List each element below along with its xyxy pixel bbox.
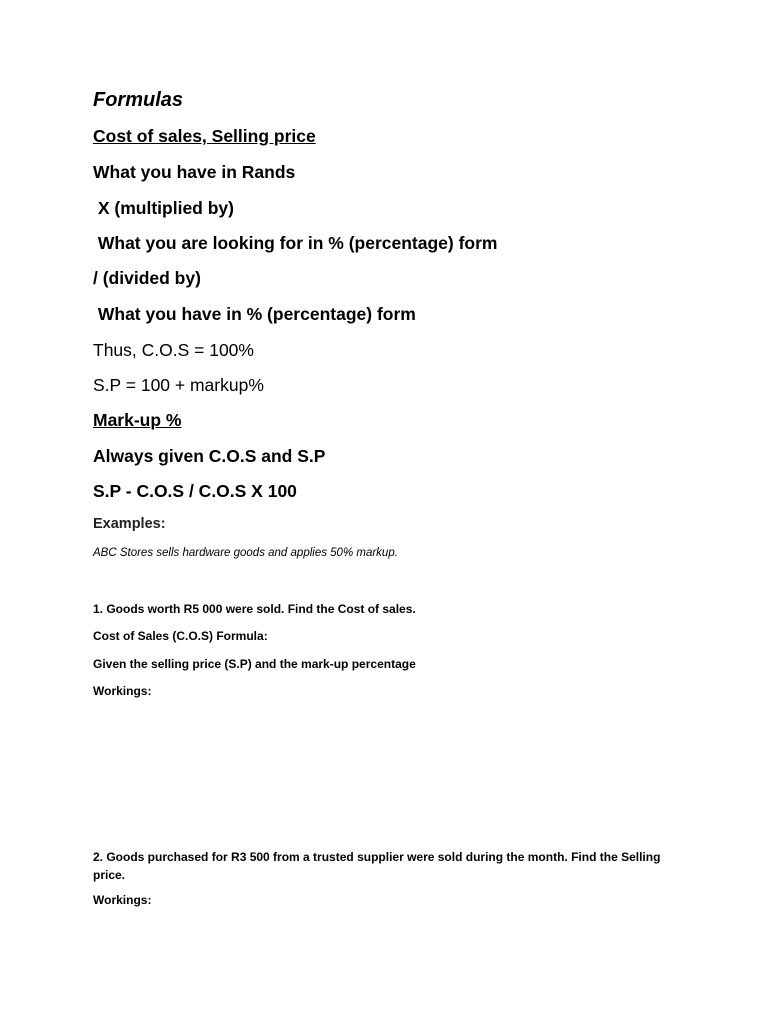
markup-heading: Mark-up %	[93, 410, 182, 430]
cos-sp-heading: Cost of sales, Selling price	[93, 126, 316, 146]
examples-label: Examples:	[93, 516, 166, 532]
markup-formula-line: S.P - C.O.S / C.O.S X 100	[93, 481, 297, 501]
question-2-workings: Workings:	[93, 893, 152, 907]
formula-line-5: What you have in % (percentage) form	[93, 304, 416, 324]
question-2: 2. Goods purchased for R3 500 from a trusted supplier were sold during the month. Find the Selling price.	[93, 850, 661, 882]
question-1-workings: Workings:	[93, 684, 152, 698]
formula-line-3: What you are looking for in % (percentage) form	[93, 233, 498, 253]
formula-line-1: What you have in Rands	[93, 162, 296, 182]
question-1-formula-label: Cost of Sales (C.O.S) Formula:	[93, 629, 268, 643]
sp-formula-line: S.P = 100 + markup%	[93, 375, 264, 395]
formula-line-2: X (multiplied by)	[93, 198, 234, 218]
document-title: Formulas	[93, 89, 184, 111]
example-intro: ABC Stores sells hardware goods and applies 50% markup.	[93, 547, 398, 559]
always-given-line: Always given C.O.S and S.P	[93, 446, 326, 466]
question-1: 1. Goods worth R5 000 were sold. Find the Cost of sales.	[93, 602, 416, 616]
question-1-given: Given the selling price (S.P) and the mark-up percentage	[93, 657, 416, 671]
formula-line-4: / (divided by)	[93, 268, 201, 288]
thus-cos-line: Thus, C.O.S = 100%	[93, 340, 254, 360]
